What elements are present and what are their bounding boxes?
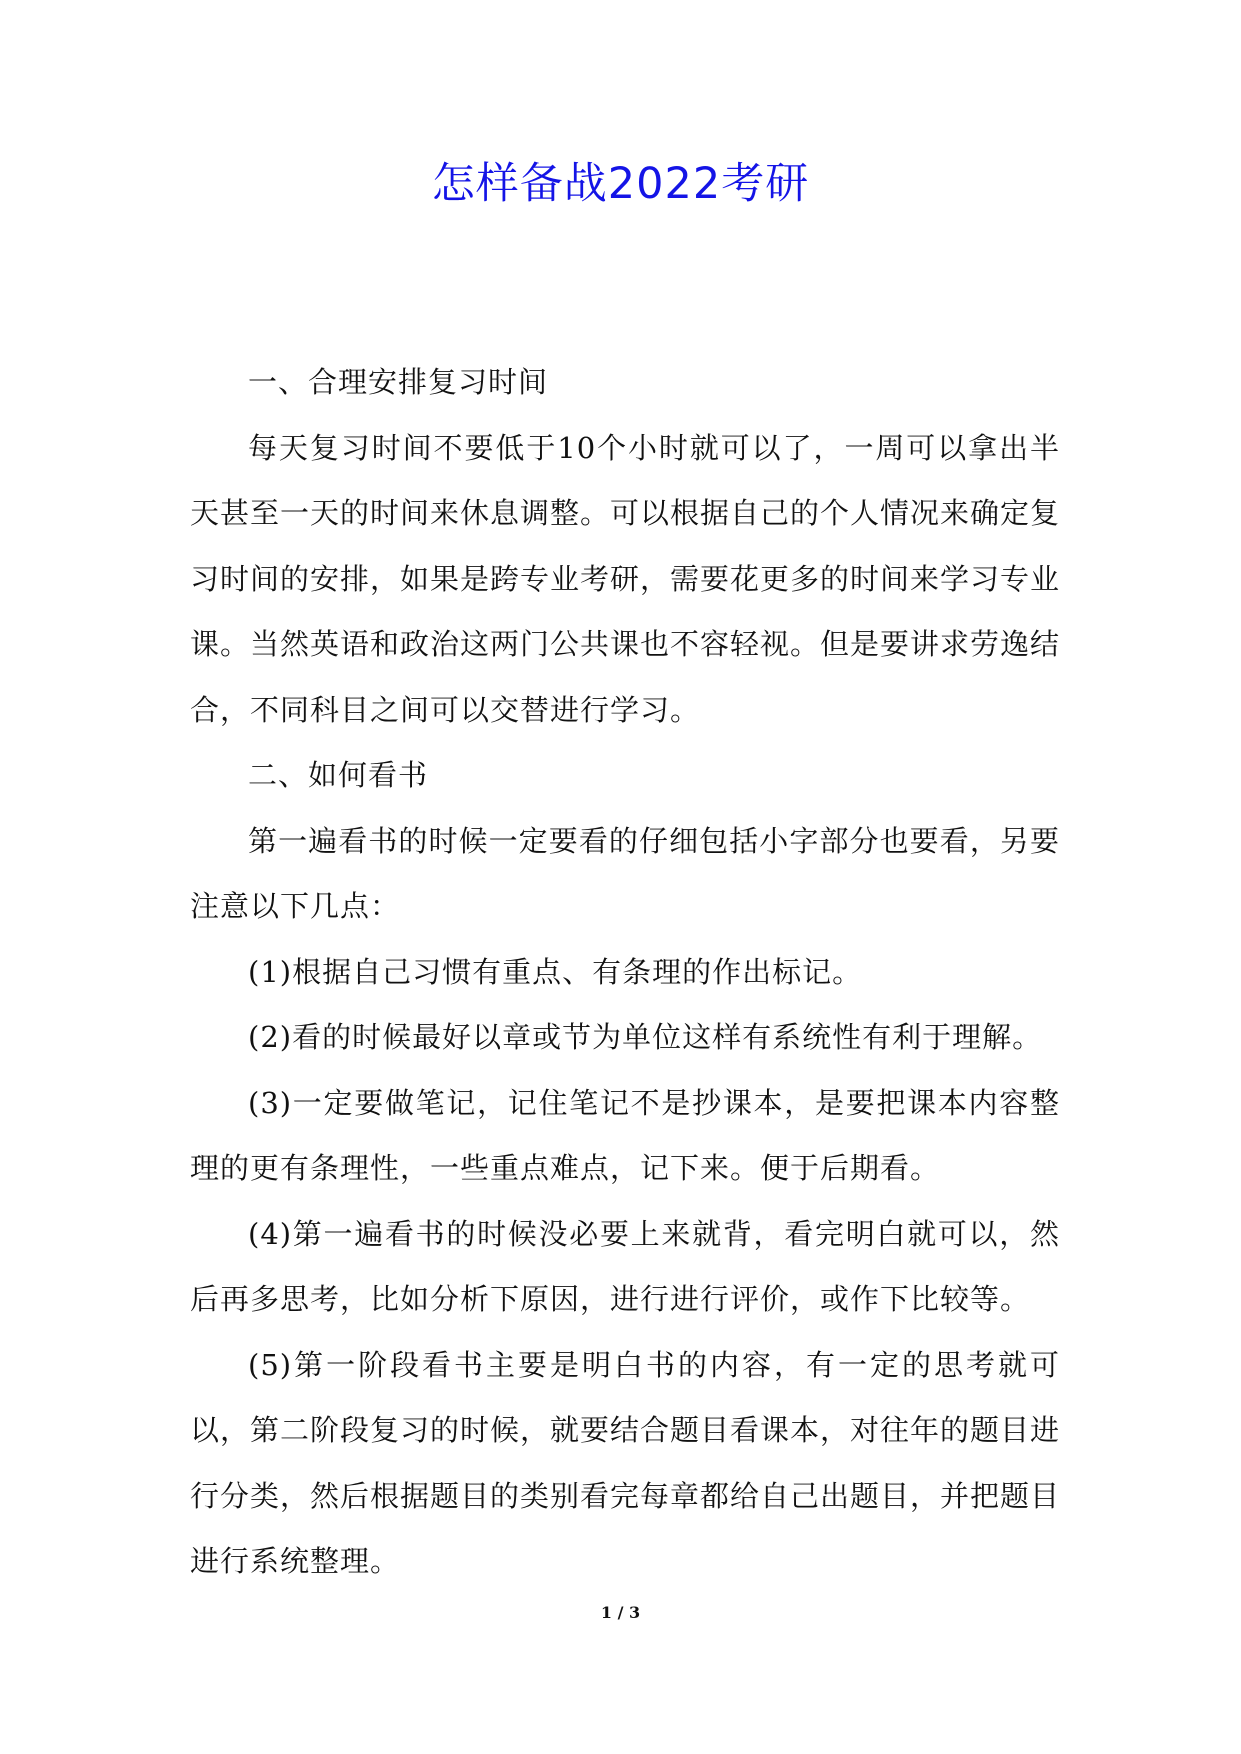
list-item-4: (4)第一遍看书的时候没必要上来就背，看完明白就可以，然后再多思考，比如分析下原因，进行进行评价，或作下比较等。 (190, 1216, 1060, 1316)
paragraph-schedule: 每天复习时间不要低于10个小时就可以了，一周可以拿出半天甚至一天的时间来休息调整。可以根据自己的个人情况来确定复习时间的安排，如果是跨专业考研，需要花更多的时间来学习专业课。当然英语和政治这两门公共课也不容轻视。但是要讲求劳逸结合，不同科目之间可以交替进行学习。 (190, 430, 1061, 727)
section-heading-reading: 二、如何看书 (248, 758, 429, 792)
page-number: 1 / 3 (600, 1603, 641, 1622)
list-item-2: (2)看的时候最好以章或节为单位这样有系统性有利于理解。 (248, 1020, 1043, 1054)
list-item-3: (3)一定要做笔记，记住笔记不是抄课本，是要把课本内容整理的更有条理性，一些重点难点，记下来。便于后期看。 (190, 1085, 1060, 1185)
list-item-5: (5)第一阶段看书主要是明白书的内容，有一定的思考就可以，第二阶段复习的时候，就要结合题目看课本，对往年的题目进行分类，然后根据题目的类别看完每章都给自己出题目，并把题目进行系统整理。 (190, 1347, 1061, 1578)
list-item-1: (1)根据自己习惯有重点、有条理的作出标记。 (248, 954, 863, 989)
document-title: 怎样备战2022考研 (431, 159, 810, 209)
document-body (190, 350, 1060, 1595)
section-heading-schedule: 一、合理安排复习时间 (248, 365, 549, 399)
paragraph-reading-intro: 第一遍看书的时候一定要看的仔细包括小字部分也要看，另要注意以下几点： (190, 823, 1060, 923)
